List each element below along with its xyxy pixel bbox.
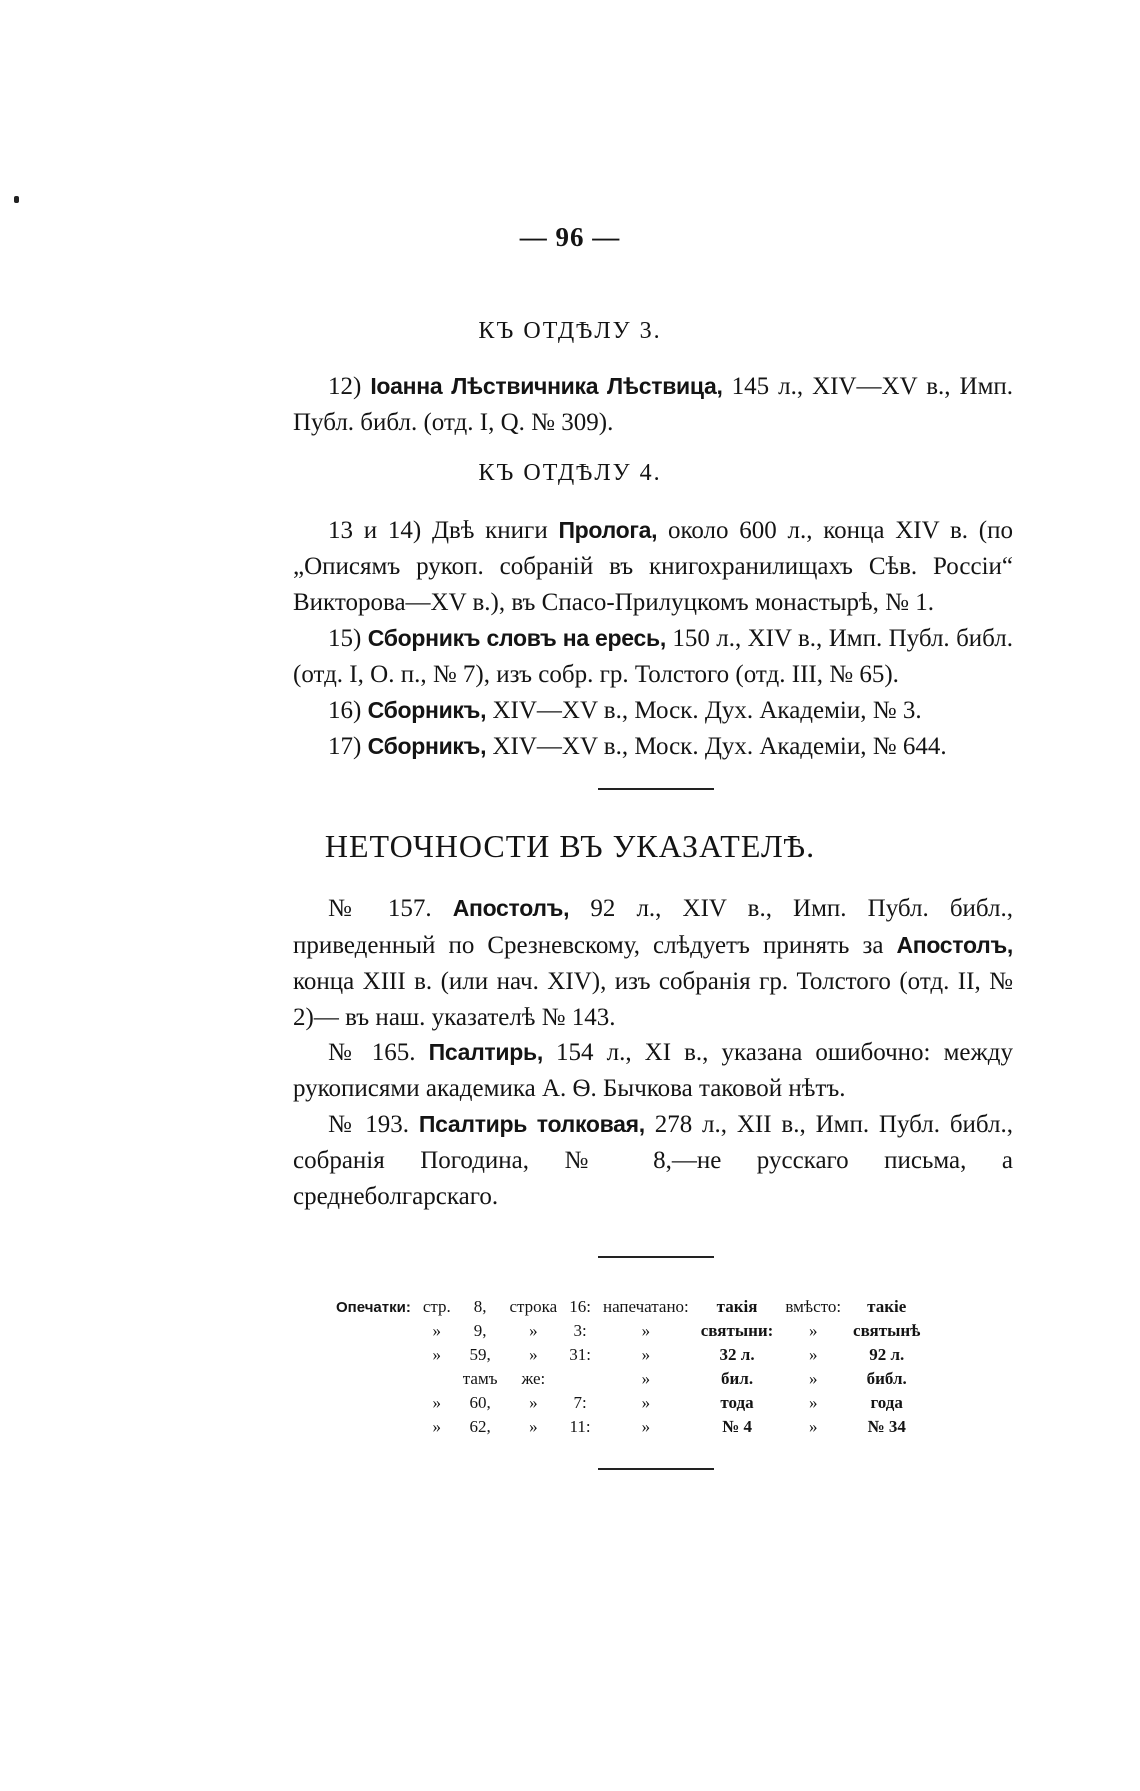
page-number: — 96 —: [519, 222, 621, 252]
errata-row: [330, 1367, 926, 1391]
entry-prefix: 13 и 14) Двѣ книги: [328, 517, 559, 544]
entry-number: № 165.: [328, 1039, 429, 1066]
errata-cell: »: [432, 1417, 442, 1436]
entry-number: 16): [328, 697, 368, 724]
errata-cell: № 4: [722, 1417, 752, 1436]
errata-cell: тода: [720, 1393, 754, 1412]
errata-cell: 3:: [573, 1321, 587, 1340]
errata-cell: 11:: [569, 1417, 591, 1436]
errata-body: [330, 1295, 926, 1439]
entry-text: 154 л., XI в., указана ошибочно: между рукописями академика А. Ѳ. Бычкова таковой нѣтъ.: [293, 1039, 1014, 1102]
errata-cell: святынѣ: [853, 1321, 921, 1340]
errata-row: [330, 1415, 926, 1439]
errata-cell: 8,: [473, 1297, 487, 1316]
errata-cell: »: [432, 1345, 442, 1364]
entry-number: 17): [328, 733, 368, 760]
errata-cell: »: [641, 1369, 651, 1388]
errata-cell: библ.: [866, 1369, 907, 1388]
errata-cell: [330, 1415, 417, 1439]
entry-text: XIV—XV в., Моск. Дух. Академіи, № 644.: [486, 733, 947, 760]
errata-row: [330, 1295, 926, 1319]
errata-cell: 31:: [569, 1345, 591, 1364]
errata-cell: № 34: [867, 1417, 906, 1436]
entry-title: Сборникъ,: [367, 733, 487, 759]
errata-row: [330, 1343, 926, 1367]
errata-cell: стр.: [422, 1297, 451, 1316]
errata-cell: [330, 1319, 417, 1343]
errata-cell: »: [529, 1417, 538, 1436]
section-heading-otdelu-3: КЪ ОТДѢЛУ 3.: [478, 318, 662, 344]
errata-cell: »: [641, 1393, 651, 1412]
errata-cell: тамъ: [462, 1369, 498, 1388]
entry-text: 278 л., XII в., Имп. Публ. библ., собранія Погодина, № 8,—не русскаго письма, а среднеболгарскаго.: [293, 1111, 1013, 1210]
errata-cell: 62,: [469, 1417, 491, 1436]
errata-cell: святыни:: [700, 1321, 774, 1340]
entry-title: Псалтирь,: [428, 1039, 543, 1065]
errata-cell: строка: [509, 1297, 558, 1316]
errata-cell: »: [641, 1321, 651, 1340]
errata-cell: напечатано:: [602, 1297, 689, 1316]
ink-speck: [14, 196, 19, 203]
errata-cell: года: [870, 1393, 903, 1412]
errata-cell: »: [808, 1321, 818, 1340]
entry-text: 145 л., XIV—XV в., Имп. Публ. библ. (отд. I, Q. № 309).: [293, 373, 1014, 436]
errata-cell: »: [529, 1321, 538, 1340]
section-heading-otdelu-4: КЪ ОТДѢЛУ 4.: [478, 460, 662, 486]
errata-cell: 16:: [569, 1297, 591, 1316]
entry-15: [293, 620, 1013, 693]
entry-title: Сборникъ словъ на ересь,: [367, 625, 666, 651]
errata-cell: »: [808, 1345, 818, 1364]
entry-text: 150 л., XIV в., Имп. Публ. библ. (отд. I, О. п., № 7), изъ собр. гр. Толстого (отд. III, № 65).: [293, 625, 1013, 688]
errata-cell: »: [641, 1345, 651, 1364]
errata-cell: такіе: [867, 1297, 907, 1316]
entry-title: Сборникъ,: [367, 697, 487, 723]
entry-title: Іоанна Лѣствичника Лѣствица,: [370, 373, 723, 399]
errata-cell: [330, 1343, 417, 1367]
entry-12: [293, 368, 1013, 441]
entry-13-14: [293, 512, 1013, 621]
errata-cell: [563, 1367, 597, 1391]
errata-cell: »: [808, 1393, 818, 1412]
entry-165: [293, 1034, 1013, 1107]
entry-title: Пролога,: [558, 517, 658, 543]
entry-157: [293, 890, 1013, 1036]
errata-cell: [330, 1367, 417, 1391]
errata-cell: бил.: [721, 1369, 754, 1388]
section-divider: [598, 788, 714, 790]
entry-title: Апостолъ,: [452, 895, 570, 921]
errata-table: [330, 1295, 926, 1439]
errata-cell: »: [808, 1369, 818, 1388]
entry-number: № 193.: [328, 1111, 419, 1138]
errata-cell: 9,: [473, 1321, 487, 1340]
errata-cell: »: [432, 1321, 442, 1340]
errata-divider-bottom: [598, 1468, 714, 1470]
errata-row: [330, 1391, 926, 1415]
errata-cell: 32 л.: [719, 1345, 755, 1364]
entry-17: [293, 728, 1013, 765]
errata-cell: [417, 1367, 457, 1391]
errata-cell: 60,: [469, 1393, 491, 1412]
errata-cell: же:: [521, 1369, 546, 1388]
errata-cell: »: [529, 1345, 538, 1364]
entry-text: 92 л., XIV в., Имп. Публ. библ., приведенный по Срезневскому, слѣдуетъ принять за: [293, 895, 1013, 959]
entry-16: [293, 692, 1013, 729]
errata-row: [330, 1319, 926, 1343]
errata-cell: [330, 1391, 417, 1415]
errata-cell: такія: [716, 1297, 758, 1316]
errata-divider-top: [598, 1256, 714, 1258]
entry-title: Псалтирь толковая,: [418, 1111, 645, 1137]
entry-text: XIV—XV в., Моск. Дух. Академіи, № 3.: [486, 697, 922, 724]
entry-number: 12): [328, 373, 362, 400]
entry-text: около 600 л., конца XIV в. (по „Описямъ рукоп. собраній въ книгохранилищахъ Сѣв. Россіи“ Викторова—XV в.), въ Спасо-Прилуцкомъ монастырѣ, № 1.: [293, 517, 1013, 616]
errata-cell: вмѣсто:: [785, 1297, 842, 1316]
errata-cell: 59,: [469, 1345, 491, 1364]
errata-cell: 92 л.: [869, 1345, 905, 1364]
errata-cell: »: [432, 1393, 442, 1412]
errata-cell: Опечатки:: [336, 1298, 411, 1316]
errata-cell: »: [529, 1393, 538, 1412]
inaccuracies-heading: НЕТОЧНОСТИ ВЪ УКАЗАТЕЛѢ.: [324, 828, 816, 864]
entry-number: № 157.: [328, 895, 453, 922]
entry-number: 15): [328, 625, 368, 652]
errata-cell: 7:: [573, 1393, 587, 1412]
errata-cell: »: [808, 1417, 818, 1436]
errata-cell: »: [641, 1417, 651, 1436]
entry-193: [293, 1106, 1013, 1215]
entry-text-2: конца XIII в. (или нач. XIV), изъ собранія гр. Толстого (отд. II, № 2)— въ наш. указателѣ № 143.: [293, 968, 1013, 1031]
entry-title-2: Апостолъ,: [896, 932, 1013, 958]
